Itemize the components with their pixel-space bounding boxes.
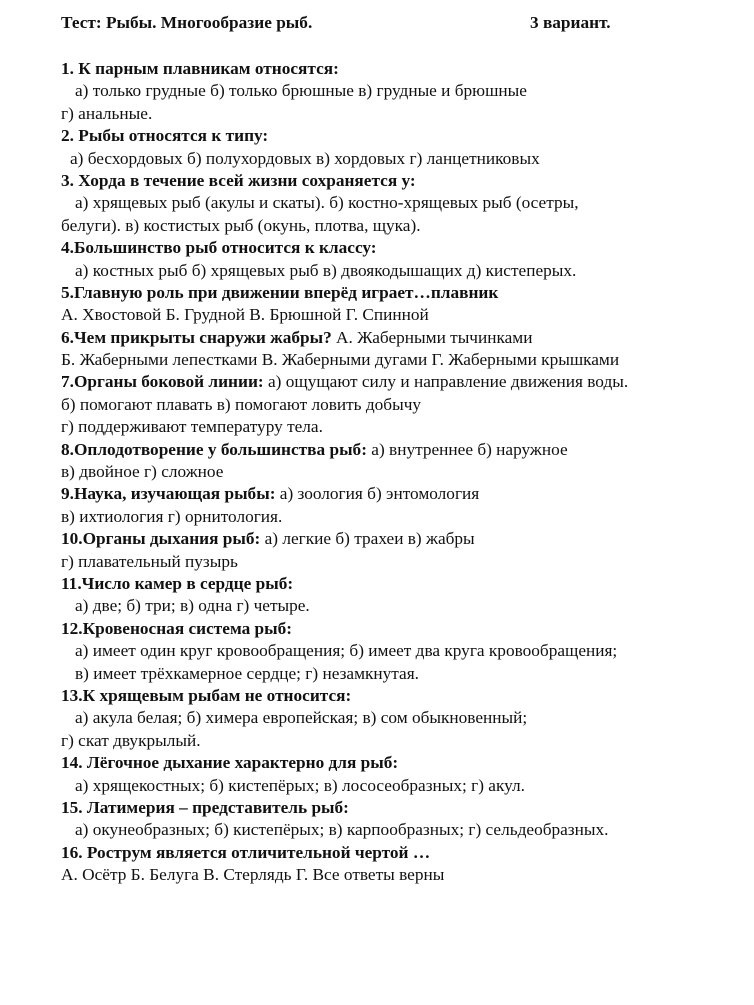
question-1: 1. К парным плавникам относятся: <box>61 59 339 78</box>
question-9: 9.Наука, изучающая рыбы: <box>61 484 276 504</box>
answer-inline: А. Жаберными тычинками <box>331 327 533 347</box>
variant-label: 3 вариант. <box>530 13 611 32</box>
question-10-line <box>61 528 741 550</box>
question-9-line <box>61 483 741 505</box>
answer-line: г) плавательный пузырь <box>61 551 238 571</box>
question-10: 10.Органы дыхания рыб: <box>61 529 261 549</box>
question-12: 12.Кровеносная система рыб: <box>61 618 293 638</box>
answer-line: А. Хвостовой Б. Грудной В. Брюшной Г. Спинной <box>61 305 429 325</box>
answer-inline: а) внутреннее б) наружное <box>366 439 568 459</box>
answer-line: г) скат двукрылый. <box>61 730 201 750</box>
answer-line: а) только грудные б) только брюшные в) грудные и брюшные <box>75 81 527 101</box>
answer-line: Б. Жаберными лепестками В. Жаберными дугами Г. Жаберными крышками <box>61 350 620 370</box>
answer-line: а) хрящекостных; б) кистепёрых; в) лососеобразных; г) акул. <box>75 775 525 795</box>
answer-line: а) две; б) три; в) одна г) четыре. <box>75 596 310 616</box>
header <box>61 12 691 34</box>
answer-line: белуги). в) костистых рыб (окунь, плотва, щука). <box>61 215 421 235</box>
answer-line: г) поддерживают температуру тела. <box>61 417 323 437</box>
question-list <box>61 58 741 886</box>
question-8: 8.Оплодотворение у большинства рыб: <box>61 439 367 459</box>
question-6: 6.Чем прикрыты снаружи жабры? <box>61 327 332 347</box>
question-7-line <box>61 371 741 393</box>
answer-line: г) анальные. <box>61 103 153 123</box>
test-title: Тест: Рыбы. Многообразие рыб. <box>61 13 313 32</box>
question-7: 7.Органы боковой линии: <box>61 372 264 392</box>
question-3: 3. Хорда в течение всей жизни сохраняется у: <box>61 170 416 190</box>
question-15: 15. Латимерия – представитель рыб: <box>61 797 349 817</box>
answer-inline: а) зоология б) энтомология <box>275 484 480 504</box>
answer-line: А. Осётр Б. Белуга В. Стерлядь Г. Все ответы верны <box>61 865 445 885</box>
answer-line: в) ихтиология г) орнитология. <box>61 506 283 526</box>
question-8-line <box>61 439 741 461</box>
answer-line: в) двойное г) сложное <box>61 462 224 482</box>
answer-line: б) помогают плавать в) помогают ловить добычу <box>61 394 422 414</box>
question-6-line <box>61 327 741 349</box>
answer-line: а) окунеобразных; б) кистепёрых; в) карпообразных; г) сельдеобразных. <box>75 820 609 840</box>
answer-line: а) бесхордовых б) полухордовых в) хордовых г) ланцетниковых <box>70 148 540 168</box>
question-16: 16. Рострум является отличительной чертой … <box>61 842 431 862</box>
question-13: 13.К хрящевым рыбам не относится: <box>61 685 352 705</box>
answer-line: а) хрящевых рыб (акулы и скаты). б) костно-хрящевых рыб (осетры, <box>75 193 579 213</box>
question-5: 5.Главную роль при движении вперёд играет…плавник <box>61 282 499 302</box>
question-11: 11.Число камер в сердце рыб: <box>61 573 294 593</box>
question-4: 4.Большинство рыб относится к классу: <box>61 238 377 258</box>
question-14: 14. Лёгочное дыхание характерно для рыб: <box>61 753 399 773</box>
answer-line: а) костных рыб б) хрящевых рыб в) двоякодышащих д) кистеперых. <box>75 260 577 280</box>
answer-line: а) имеет один круг кровообращения; б) имеет два круга кровообращения; <box>75 641 618 661</box>
answer-inline: а) ощущают силу и направление движения воды. <box>263 372 629 392</box>
question-2: 2. Рыбы относятся к типу: <box>61 126 269 146</box>
answer-inline: а) легкие б) трахеи в) жабры <box>260 529 475 549</box>
answer-line: в) имеет трёхкамерное сердце; г) незамкнутая. <box>75 663 419 683</box>
answer-line: а) акула белая; б) химера европейская; в) сом обыкновенный; <box>75 708 528 728</box>
